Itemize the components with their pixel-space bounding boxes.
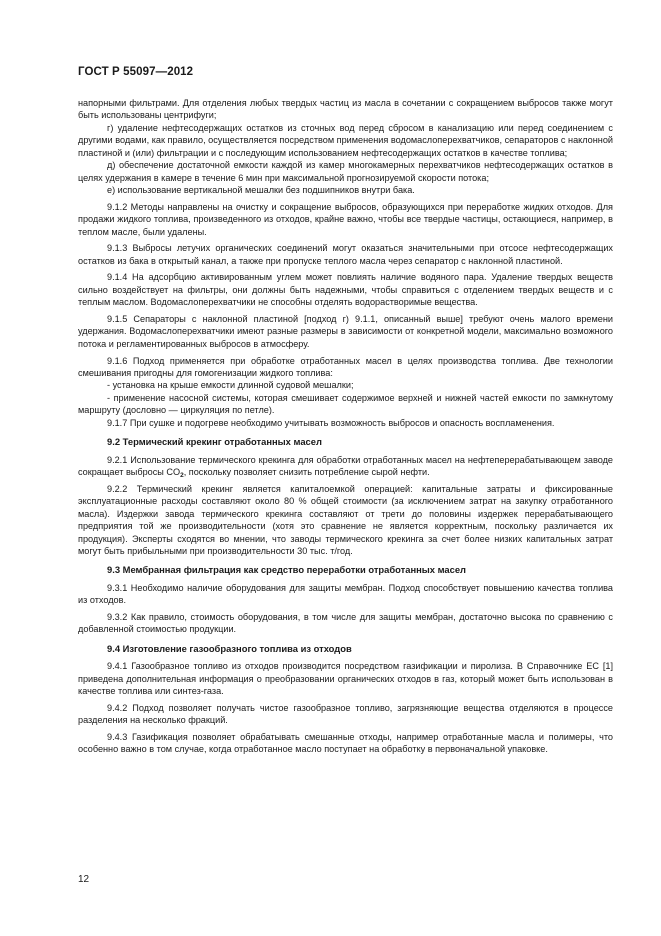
- paragraph-9-1-5: 9.1.5 Сепараторы с наклонной пластиной [подход г) 9.1.1, описанный выше] требуют очень малого времени удержания. Водомаслоперехватчики имеют разные размеры в зависимости от конкретной модели, максимально возможного потока и регламентированных выбросов в атмосферу.: [78, 314, 613, 349]
- section-heading-9-4: 9.4 Изготовление газообразного топлива из отходов: [107, 642, 352, 654]
- paragraph-9-3-2: 9.3.2 Как правило, стоимость оборудования, в том числе для защиты мембран, достаточно высока по сравнению с добавленной стоимостью продукции.: [78, 611, 613, 635]
- document-header: ГОСТ Р 55097—2012: [78, 66, 194, 78]
- list-item-d: д) обеспечение достаточной емкости каждой из камер многокамерных перехватчиков нефтесодержащих остатков в целях удержания в камере в течение 6 мин при максимальной прогнозируемой скорости потока;: [78, 160, 613, 183]
- document-body: [78, 97, 613, 756]
- bullet-item-1: - установка на крыше емкости длинной судовой мешалки;: [107, 380, 354, 391]
- list-item-g: г) удаление нефтесодержащих остатков из сточных вод перед сбросом в канализацию или перед соединением с другими водами, как правило, осуществляется посредством применения водомаслоперехватчиков, сепараторов с наклонной пластиной и (или) фильтрации и с последующим использованием нефтесодержащих остатков в качестве топлива;: [78, 122, 613, 158]
- paragraph-9-1-2: 9.1.2 Методы направлены на очистку и сокращение выбросов, образующихся при переработке жидких отходов. Для продажи жидкого топлива, произведенного из отходов, крайне важно, чтобы все твердые частицы, остающиеся, например, в теплом масле, были удалены.: [78, 201, 613, 237]
- paragraph-9-1-3: 9.1.3 Выбросы летучих органических соединений могут оказаться значительными при отсосе нефтесодержащих остатков из бака в открытый канал, а также при пропуске теплого масла через сепаратор с наклонной пластиной.: [78, 243, 613, 266]
- text-9-2-1-start: 9.2.1 Использование термического крекинга для обработки отработанных масел на нефтеперерабатывающем заводе сокращает выбросы CO: [78, 454, 613, 478]
- paragraph-continuation: напорными фильтрами. Для отделения любых твердых частиц из масла в сочетании с сокращением выбросов также могут быть использованы центрифуги;: [78, 98, 613, 121]
- paragraph-9-3-1: 9.3.1 Необходимо наличие оборудования для защиты мембран. Подход способствует повышению качества топлива из отходов.: [78, 582, 613, 606]
- paragraph-9-1-6: 9.1.6 Подход применяется при обработке отработанных масел в целях производства топлива. Две технологии смешивания пригодны для гомогенизации жидкого топлива:: [78, 355, 613, 378]
- paragraph-9-4-2: 9.4.2 Подход позволяет получать чистое газообразное топливо, загрязняющие вещества отделяются в процессе разделения на несколько фракций.: [78, 702, 613, 726]
- paragraph-9-2-2: 9.2.2 Термический крекинг является капиталоемкой операцией: капитальные затраты и фиксированные эксплуатационные расходы составляют около 80 % общей стоимости (за исключением затрат на закупку отработанного масла). Издержки завода термического крекинга составляют от трети до половины издержек перерабатывающего предприятия той же производительности (хотя это сравнение не является корректным, поскольку различается их продукция). Эксперты сходятся во мнении, что заводы термического крекинга за счет более низких капитальных затрат могут быть прибыльными при производительности 30 тыс. т/год.: [78, 483, 613, 557]
- page-number: 12: [78, 874, 90, 885]
- list-item-e: е) использование вертикальной мешалки без подшипников внутри бака.: [107, 185, 415, 196]
- paragraph-9-1-7: 9.1.7 При сушке и подогреве необходимо учитывать возможность выбросов и опасность воспламенения.: [107, 417, 555, 428]
- section-heading-9-3: 9.3 Мембранная фильтрация как средство переработки отработанных масел: [107, 564, 467, 576]
- paragraph-9-1-4: 9.1.4 На адсорбцию активированным углем может повлиять наличие водяного пара. Удаление твердых веществ сильно воздействует на фильтры, они должны быть надежными, чтобы справиться с отделением твердых веществ и с теплым маслом. Водомаслоперехватчики не способны отделять водорастворимые вещества.: [78, 272, 613, 308]
- section-heading-9-2: 9.2 Термический крекинг отработанных масел: [107, 436, 322, 448]
- bullet-item-2: - применение насосной системы, которая смешивает содержимое верхней и нижней частей емкости по замкнутому маршруту (дословно — циркуляция по петле).: [78, 392, 613, 416]
- paragraph-9-4-3: 9.4.3 Газификация позволяет обрабатывать смешанные отходы, например отработанные масла и полимеры, что особенно важно в том случае, когда отработанное масло поступает на обработку в первоначальной упаковке.: [78, 731, 613, 755]
- paragraph-9-2-1: [78, 454, 613, 479]
- text-9-2-1-end: , поскольку позволяет снизить потребление сырой нефти.: [183, 467, 430, 478]
- subscript-2: 2: [180, 472, 184, 480]
- paragraph-9-4-1: 9.4.1 Газообразное топливо из отходов производится посредством газификации и пиролиза. В Справочнике ЕС [1] приведена дополнительная информация о преобразовании органических отходов в газ, который может быть использован в качестве топлива или синтез-газа.: [78, 661, 613, 697]
